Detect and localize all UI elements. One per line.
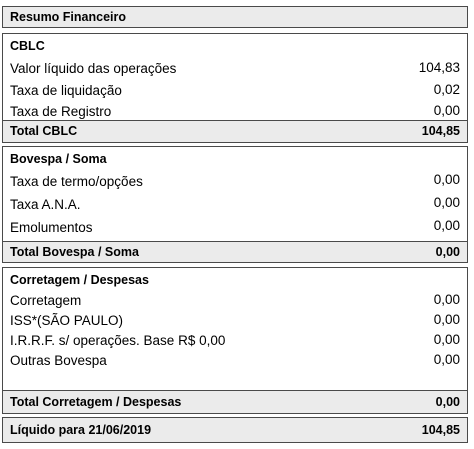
corretagem-row-value: 0,00 [433, 352, 460, 367]
corretagem-row-value: 0,00 [433, 332, 460, 347]
bovespa-row-label: Taxa de termo/opções [10, 174, 143, 189]
corretagem-row-label: Outras Bovespa [10, 353, 107, 368]
corretagem-row-value: 0,00 [433, 292, 460, 307]
liquido-label: Líquido para 21/06/2019 [10, 423, 152, 437]
corretagem-row-label: ISS*(SÃO PAULO) [10, 313, 124, 328]
bovespa-row-value: 0,00 [433, 195, 460, 210]
corretagem-row-value: 0,00 [433, 312, 460, 327]
bovespa-section [2, 146, 468, 263]
summary-title-bar [2, 6, 468, 28]
bovespa-total-row [3, 242, 467, 262]
bovespa-total-value: 0,00 [435, 245, 460, 259]
cblc-section [2, 33, 468, 143]
cblc-total-value: 104,85 [421, 124, 460, 138]
corretagem-section [2, 267, 468, 414]
corretagem-heading: Corretagem / Despesas [10, 273, 149, 287]
corretagem-row-label: I.R.R.F. s/ operações. Base R$ 0,00 [10, 333, 226, 348]
summary-title: Resumo Financeiro [10, 10, 126, 24]
corretagem-total-label: Total Corretagem / Despesas [10, 395, 182, 409]
bovespa-row-value: 0,00 [433, 172, 460, 187]
cblc-row-label: Valor líquido das operações [10, 61, 177, 76]
cblc-heading: CBLC [10, 39, 45, 53]
corretagem-row-label: Corretagem [10, 293, 82, 308]
cblc-row-value: 0,02 [433, 82, 460, 97]
corretagem-total-value: 0,00 [435, 395, 460, 409]
bovespa-row-label: Taxa A.N.A. [10, 197, 81, 212]
corretagem-total-row [3, 391, 467, 413]
bovespa-row-value: 0,00 [433, 218, 460, 233]
bovespa-total-label: Total Bovespa / Soma [10, 245, 139, 259]
cblc-total-label: Total CBLC [10, 124, 78, 138]
liquido-row [2, 417, 468, 443]
cblc-row-label: Taxa de Registro [10, 104, 112, 119]
cblc-row-value: 0,00 [433, 103, 460, 118]
bovespa-heading: Bovespa / Soma [10, 152, 107, 166]
cblc-row-label: Taxa de liquidação [10, 83, 122, 98]
bovespa-row-label: Emolumentos [10, 220, 93, 235]
liquido-value: 104,85 [421, 423, 460, 437]
cblc-total-row [3, 121, 467, 142]
cblc-row-value: 104,83 [418, 60, 460, 75]
